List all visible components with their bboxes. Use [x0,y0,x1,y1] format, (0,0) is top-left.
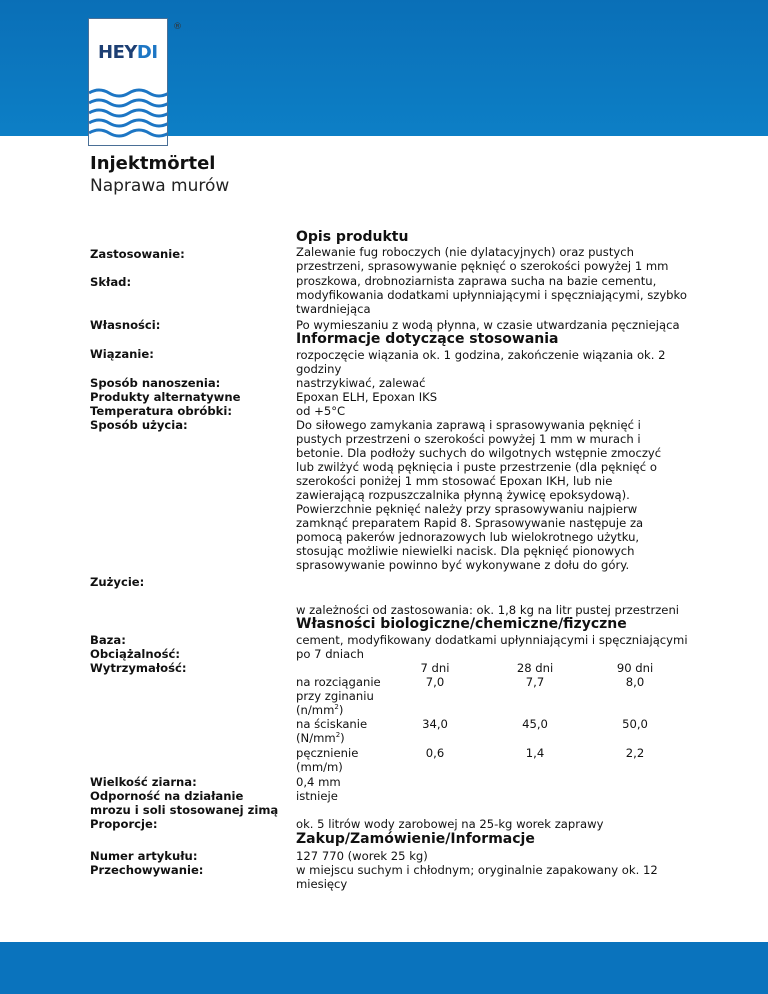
product-name: Injektmörtel [90,153,216,174]
table-cell: 34,0 [422,717,448,731]
value-zastosowanie: Zalewanie fug roboczych (nie dylatacyjnych) oraz pustych przestrzeni, sprasowywanie pęknięć o szerokości powyżej 1 mm [296,245,669,273]
label-zastosowanie: Zastosowanie: [90,247,185,261]
label-wiazanie: Wiązanie: [90,347,154,361]
footer-band [0,942,768,994]
label-przechowywanie: Przechowywanie: [90,863,204,877]
row-label-rozciaganie: na rozciąganie [296,675,381,689]
section-heading-opis: Opis produktu [296,229,409,245]
label-odpornosc-2: mrozu i soli stosowanej zimą [90,803,279,817]
table-cell: 7,0 [425,675,445,689]
table-cell: 1,4 [525,746,545,760]
logo-text-di: DI [136,42,158,63]
row-label-pecznienie: pęcznienie [296,746,359,760]
value-baza: cement, modyfikowany dodatkami upłynniającymi i spęczniającymi [296,633,688,647]
value-wielkosc-ziarna: 0,4 mm [296,775,341,789]
table-row-label [296,675,396,717]
logo-text-hey: HEY [98,42,137,63]
row-unit: (mm/m) [296,760,343,774]
label-produkty-alternatywne: Produkty alternatywne [90,390,241,404]
value-zuzycie: w zależności od zastosowania: ok. 1,8 kg na litr pustej przestrzeni [296,603,680,617]
value-numer-artykulu: 127 770 (worek 25 kg) [296,849,428,863]
label-proporcje: Proporcje: [90,817,158,831]
label-baza: Baza: [90,633,126,647]
table-cell: 0,6 [425,746,445,760]
label-wytrzymalosc: Wytrzymałość: [90,661,187,675]
row-unit: $(N/mm^2)$ [296,731,345,745]
label-zuzycie: Zużycie: [90,575,145,589]
product-subtitle: Naprawa murów [90,176,230,196]
table-row-label [296,746,396,774]
table-row-label [296,717,396,745]
label-sposob-uzycia: Sposób użycia: [90,418,188,432]
label-sposob-nanoszenia: Sposób nanoszenia: [90,376,221,390]
section-heading-zakup: Zakup/Zamówienie/Informacje [296,831,535,847]
table-cell: 2,2 [625,746,645,760]
label-temperatura: Temperatura obróbki: [90,404,232,418]
table-cell: 8,0 [625,675,645,689]
registered-mark: ® [173,22,182,32]
label-sklad: Skład: [90,275,132,289]
label-wielkosc-ziarna: Wielkość ziarna: [90,775,197,789]
label-numer-artykulu: Numer artykułu: [90,849,198,863]
table-header-28-dni: 28 dni [516,661,554,675]
label-obciazalnosc: Obciążalność: [90,647,180,661]
section-heading-wlasnosci: Własności biologiczne/chemiczne/fizyczne [296,616,627,632]
value-wiazanie: rozpoczęcie wiązania ok. 1 godzina, zakończenie wiązania ok. 2 godziny [296,348,666,376]
value-sklad: proszkowa, drobnoziarnista zaprawa sucha na bazie cementu, modyfikowania dodatkami upłynniającymi i spęczniającymi, szybko twardniejąca [296,274,687,316]
value-sposob-nanoszenia: nastrzykiwać, zalewać [296,376,426,390]
table-header-7-dni: 7 dni [420,661,450,675]
logo-wordmark [98,42,158,63]
label-wlasnosci: Własności: [90,318,161,332]
value-przechowywanie: w miejscu suchym i chłodnym; oryginalnie zapakowany ok. 12 miesięcy [296,863,658,891]
value-wlasnosci: Po wymieszaniu z wodą płynna, w czasie utwardzania pęczniejąca [296,318,680,332]
title-block [90,153,229,197]
value-proporcje: ok. 5 litrów wody zarobowej na 25-kg worek zaprawy [296,817,604,831]
section-heading-informacje: Informacje dotyczące stosowania [296,331,559,347]
label-odpornosc-1: Odporność na działanie [90,789,244,803]
value-produkty-alternatywne: Epoxan ELH, Epoxan IKS [296,390,438,404]
heydi-logo [88,18,168,146]
row-label-zginaniu: przy zginaniu [296,689,374,703]
value-sposob-uzycia: Do siłowego zamykania zaprawą i sprasowywania pęknięć i pustych przestrzeni o szerokości powyżej 1 mm w murach i betonie. Dla podłoży suchych do wilgotnych wstępnie zmoczyć lub zwilżyć wodą pęknięcia i puste przestrzenie (dla pęknięć o szerokości poniżej 1 mm stosować Epoxan IKH, lub nie zawierającą rozpuszczalnika płynną żywicę epoksydową). Powierzchnie pęknięć należy przy sprasowywaniu najpierw zamknąć preparatem Rapid 8. Sprasowywanie następuje za pomocą pakerów jednorazowych lub wielokrotnego użytku, stosując możliwie niewielki nacisk. Dla pęknięć pionowych sprasowywanie powinno być wykonywane z dołu do góry. [296,418,662,572]
table-cell: 45,0 [522,717,548,731]
row-unit: $(n/mm^2)$ [296,703,344,717]
value-obciazalnosc: po 7 dniach [296,647,364,661]
table-header-90-dni: 90 dni [616,661,654,675]
value-temperatura: od +5°C [296,404,346,418]
value-odpornosc: istnieje [296,789,338,803]
table-cell: 7,7 [525,675,545,689]
waves-icon [89,83,167,145]
row-label-sciskanie: na ściskanie [296,717,368,731]
table-cell: 50,0 [622,717,648,731]
